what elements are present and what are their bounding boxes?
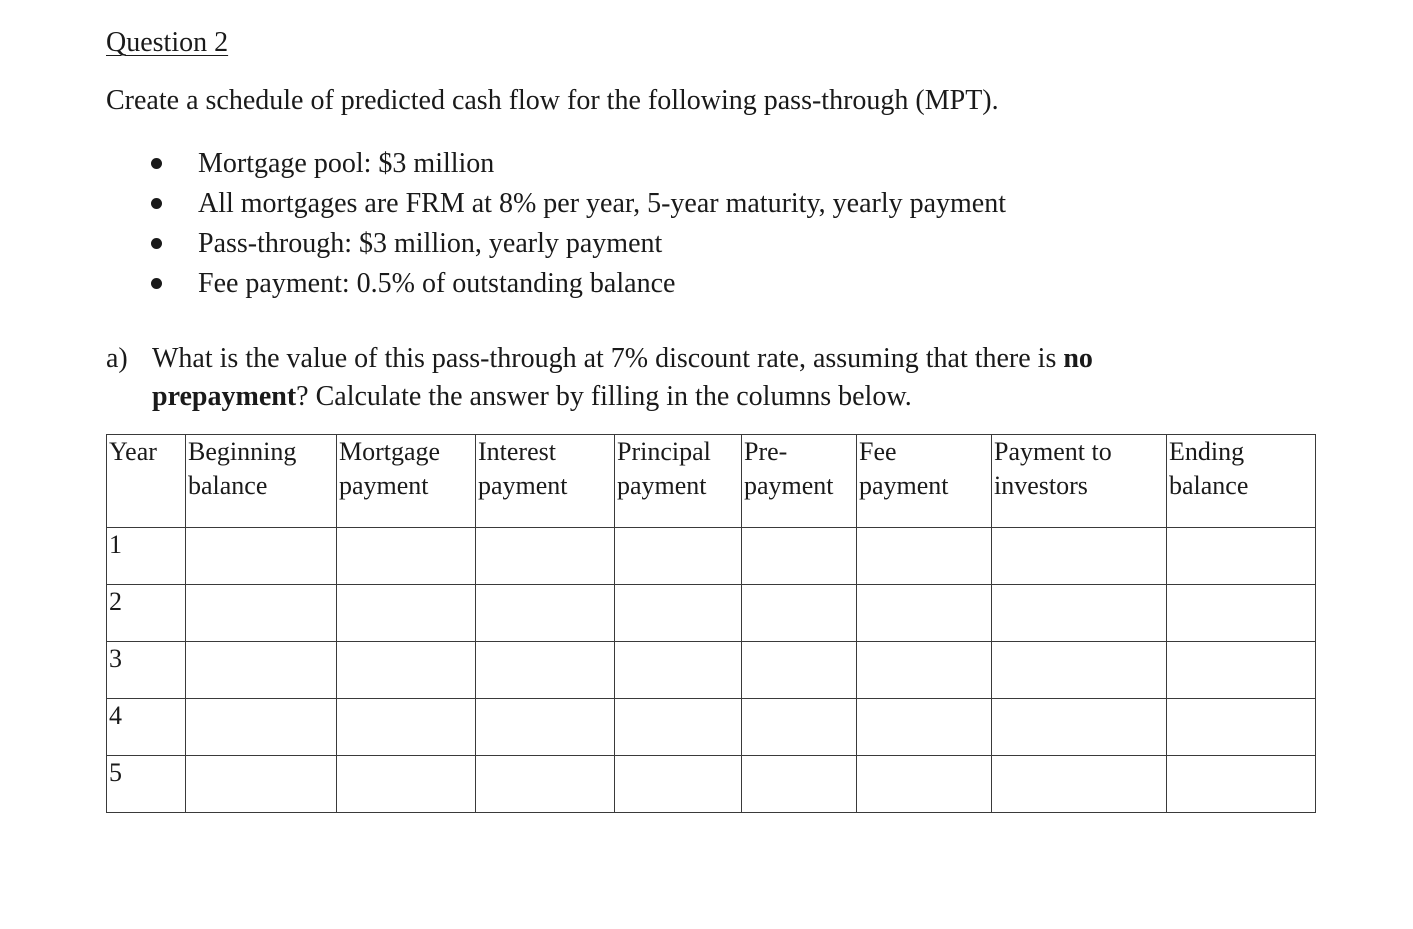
year-cell: 4	[107, 699, 186, 756]
part-a-text: What is the value of this pass-through at 7% discount rate, assuming that there is no prepayment? Calculate the answer by filling in the columns below.	[152, 343, 1093, 412]
table-cell[interactable]	[615, 699, 742, 756]
col-header-ending-balance: Ending balance	[1167, 435, 1316, 528]
table-cell[interactable]	[992, 756, 1167, 813]
table-header-row	[107, 435, 1316, 528]
table-cell[interactable]	[1167, 642, 1316, 699]
col-header-interest-payment: Interest payment	[476, 435, 615, 528]
col-header-payment-to-investors: Payment to investors	[992, 435, 1167, 528]
table-cell[interactable]	[992, 528, 1167, 585]
table-cell[interactable]	[742, 528, 857, 585]
list-item: Pass-through: $3 million, yearly payment	[106, 224, 1006, 264]
table-cell[interactable]	[1167, 528, 1316, 585]
table-cell[interactable]	[186, 756, 337, 813]
table-cell[interactable]	[1167, 585, 1316, 642]
year-cell: 3	[107, 642, 186, 699]
intro-text: Create a schedule of predicted cash flow for the following pass-through (MPT).	[106, 85, 999, 116]
table-row	[107, 642, 1316, 699]
table-cell[interactable]	[857, 642, 992, 699]
list-item: Mortgage pool: $3 million	[106, 144, 1006, 184]
table-cell[interactable]	[615, 756, 742, 813]
col-header-mortgage-payment: Mortgage payment	[337, 435, 476, 528]
table-cell[interactable]	[992, 699, 1167, 756]
table-cell[interactable]	[992, 642, 1167, 699]
cash-flow-schedule-table	[106, 434, 1316, 813]
question-heading: Question 2	[106, 27, 229, 58]
col-header-fee-payment: Fee payment	[857, 435, 992, 528]
table-row	[107, 756, 1316, 813]
bullet-icon	[151, 238, 162, 249]
table-cell[interactable]	[615, 528, 742, 585]
col-header-year: Year	[107, 435, 186, 528]
table-cell[interactable]	[476, 699, 615, 756]
table-cell[interactable]	[857, 756, 992, 813]
table-cell[interactable]	[615, 642, 742, 699]
table-cell[interactable]	[476, 756, 615, 813]
col-header-prepayment: Pre- payment	[742, 435, 857, 528]
table-cell[interactable]	[337, 528, 476, 585]
year-cell: 2	[107, 585, 186, 642]
table-row	[107, 699, 1316, 756]
bullet-icon	[151, 198, 162, 209]
table-cell[interactable]	[186, 699, 337, 756]
table-cell[interactable]	[337, 642, 476, 699]
assumptions-list	[106, 144, 1006, 304]
table-cell[interactable]	[337, 585, 476, 642]
table-cell[interactable]	[186, 585, 337, 642]
bullet-icon	[151, 278, 162, 289]
year-cell: 5	[107, 756, 186, 813]
table-cell[interactable]	[742, 642, 857, 699]
table-cell[interactable]	[857, 528, 992, 585]
col-header-principal-payment: Principal payment	[615, 435, 742, 528]
table-cell[interactable]	[742, 699, 857, 756]
list-item: Fee payment: 0.5% of outstanding balance	[106, 264, 1006, 304]
table-cell[interactable]	[1167, 756, 1316, 813]
table-cell[interactable]	[992, 585, 1167, 642]
table-cell[interactable]	[337, 756, 476, 813]
table-cell[interactable]	[186, 528, 337, 585]
table-row	[107, 585, 1316, 642]
list-item: All mortgages are FRM at 8% per year, 5-year maturity, yearly payment	[106, 184, 1006, 224]
part-a-label: a)	[106, 343, 128, 374]
table-cell[interactable]	[476, 528, 615, 585]
bullet-icon	[151, 158, 162, 169]
table-cell[interactable]	[857, 699, 992, 756]
table-cell[interactable]	[857, 585, 992, 642]
table-cell[interactable]	[337, 699, 476, 756]
col-header-beginning-balance: Beginning balance	[186, 435, 337, 528]
table-row	[107, 528, 1316, 585]
year-cell: 1	[107, 528, 186, 585]
table-cell[interactable]	[742, 585, 857, 642]
table-cell[interactable]	[742, 756, 857, 813]
table-cell[interactable]	[476, 642, 615, 699]
table-cell[interactable]	[1167, 699, 1316, 756]
table-cell[interactable]	[476, 585, 615, 642]
table-cell[interactable]	[615, 585, 742, 642]
table-cell[interactable]	[186, 642, 337, 699]
